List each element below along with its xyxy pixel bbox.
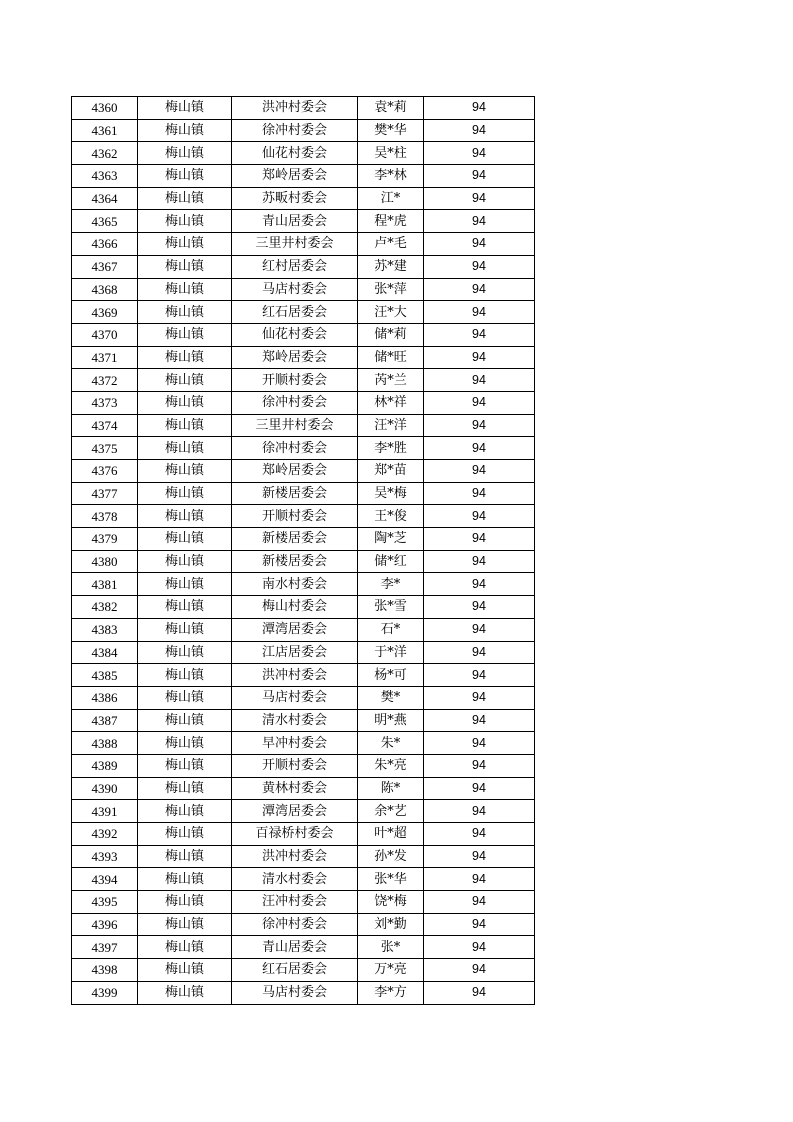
score-cell: 94 bbox=[424, 709, 535, 732]
village-cell: 马店村委会 bbox=[232, 981, 358, 1004]
town-cell: 梅山镇 bbox=[138, 482, 232, 505]
town-cell: 梅山镇 bbox=[138, 233, 232, 256]
score-cell: 94 bbox=[424, 505, 535, 528]
table-row bbox=[72, 528, 535, 551]
village-cell: 青山居委会 bbox=[232, 210, 358, 233]
score-cell: 94 bbox=[424, 550, 535, 573]
town-cell: 梅山镇 bbox=[138, 800, 232, 823]
town-cell: 梅山镇 bbox=[138, 528, 232, 551]
table-row bbox=[72, 97, 535, 120]
row-number-cell: 4387 bbox=[72, 709, 138, 732]
village-cell: 郑岭居委会 bbox=[232, 346, 358, 369]
row-number-cell: 4372 bbox=[72, 369, 138, 392]
name-cell: 储*红 bbox=[358, 550, 424, 573]
score-cell: 94 bbox=[424, 913, 535, 936]
town-cell: 梅山镇 bbox=[138, 845, 232, 868]
village-cell: 新楼居委会 bbox=[232, 550, 358, 573]
town-cell: 梅山镇 bbox=[138, 369, 232, 392]
score-cell: 94 bbox=[424, 119, 535, 142]
name-cell: 吴*梅 bbox=[358, 482, 424, 505]
table-row bbox=[72, 845, 535, 868]
table-row bbox=[72, 255, 535, 278]
score-cell: 94 bbox=[424, 255, 535, 278]
row-number-cell: 4363 bbox=[72, 165, 138, 188]
village-cell: 开顺村委会 bbox=[232, 754, 358, 777]
name-cell: 刘*勤 bbox=[358, 913, 424, 936]
village-cell: 洪冲村委会 bbox=[232, 845, 358, 868]
table-row bbox=[72, 346, 535, 369]
score-cell: 94 bbox=[424, 868, 535, 891]
village-cell: 江店居委会 bbox=[232, 641, 358, 664]
village-cell: 汪冲村委会 bbox=[232, 891, 358, 914]
village-cell: 清水村委会 bbox=[232, 868, 358, 891]
table-row bbox=[72, 278, 535, 301]
village-cell: 开顺村委会 bbox=[232, 505, 358, 528]
name-cell: 万*亮 bbox=[358, 959, 424, 982]
table-row bbox=[72, 754, 535, 777]
row-number-cell: 4373 bbox=[72, 391, 138, 414]
town-cell: 梅山镇 bbox=[138, 97, 232, 120]
name-cell: 林*祥 bbox=[358, 391, 424, 414]
village-cell: 红石居委会 bbox=[232, 301, 358, 324]
score-cell: 94 bbox=[424, 528, 535, 551]
town-cell: 梅山镇 bbox=[138, 618, 232, 641]
name-cell: 芮*兰 bbox=[358, 369, 424, 392]
name-cell: 汪*大 bbox=[358, 301, 424, 324]
name-cell: 石* bbox=[358, 618, 424, 641]
row-number-cell: 4360 bbox=[72, 97, 138, 120]
row-number-cell: 4383 bbox=[72, 618, 138, 641]
name-cell: 朱* bbox=[358, 732, 424, 755]
name-cell: 张*萍 bbox=[358, 278, 424, 301]
table-row bbox=[72, 823, 535, 846]
town-cell: 梅山镇 bbox=[138, 346, 232, 369]
village-cell: 洪冲村委会 bbox=[232, 97, 358, 120]
score-cell: 94 bbox=[424, 664, 535, 687]
table-row bbox=[72, 913, 535, 936]
town-cell: 梅山镇 bbox=[138, 437, 232, 460]
score-cell: 94 bbox=[424, 732, 535, 755]
row-number-cell: 4379 bbox=[72, 528, 138, 551]
town-cell: 梅山镇 bbox=[138, 732, 232, 755]
village-cell: 洪冲村委会 bbox=[232, 664, 358, 687]
name-cell: 李*方 bbox=[358, 981, 424, 1004]
table-row bbox=[72, 618, 535, 641]
village-cell: 潭湾居委会 bbox=[232, 618, 358, 641]
row-number-cell: 4384 bbox=[72, 641, 138, 664]
village-cell: 马店村委会 bbox=[232, 686, 358, 709]
row-number-cell: 4380 bbox=[72, 550, 138, 573]
score-cell: 94 bbox=[424, 641, 535, 664]
score-cell: 94 bbox=[424, 278, 535, 301]
village-cell: 徐冲村委会 bbox=[232, 119, 358, 142]
data-table bbox=[71, 96, 535, 1005]
village-cell: 马店村委会 bbox=[232, 278, 358, 301]
name-cell: 樊*华 bbox=[358, 119, 424, 142]
village-cell: 梅山村委会 bbox=[232, 596, 358, 619]
score-cell: 94 bbox=[424, 596, 535, 619]
score-cell: 94 bbox=[424, 800, 535, 823]
row-number-cell: 4378 bbox=[72, 505, 138, 528]
name-cell: 袁*莉 bbox=[358, 97, 424, 120]
table-body bbox=[72, 97, 535, 1005]
score-cell: 94 bbox=[424, 391, 535, 414]
name-cell: 叶*超 bbox=[358, 823, 424, 846]
row-number-cell: 4364 bbox=[72, 187, 138, 210]
table-row bbox=[72, 142, 535, 165]
town-cell: 梅山镇 bbox=[138, 913, 232, 936]
name-cell: 张* bbox=[358, 936, 424, 959]
score-cell: 94 bbox=[424, 482, 535, 505]
score-cell: 94 bbox=[424, 845, 535, 868]
village-cell: 黄林村委会 bbox=[232, 777, 358, 800]
village-cell: 开顺村委会 bbox=[232, 369, 358, 392]
row-number-cell: 4382 bbox=[72, 596, 138, 619]
name-cell: 余*艺 bbox=[358, 800, 424, 823]
village-cell: 南水村委会 bbox=[232, 573, 358, 596]
row-number-cell: 4365 bbox=[72, 210, 138, 233]
town-cell: 梅山镇 bbox=[138, 391, 232, 414]
name-cell: 杨*可 bbox=[358, 664, 424, 687]
score-cell: 94 bbox=[424, 573, 535, 596]
name-cell: 郑*苗 bbox=[358, 460, 424, 483]
name-cell: 吴*柱 bbox=[358, 142, 424, 165]
score-cell: 94 bbox=[424, 165, 535, 188]
score-cell: 94 bbox=[424, 981, 535, 1004]
town-cell: 梅山镇 bbox=[138, 686, 232, 709]
row-number-cell: 4389 bbox=[72, 754, 138, 777]
score-cell: 94 bbox=[424, 301, 535, 324]
name-cell: 卢*毛 bbox=[358, 233, 424, 256]
name-cell: 苏*建 bbox=[358, 255, 424, 278]
town-cell: 梅山镇 bbox=[138, 959, 232, 982]
name-cell: 储*莉 bbox=[358, 323, 424, 346]
table-row bbox=[72, 959, 535, 982]
village-cell: 潭湾居委会 bbox=[232, 800, 358, 823]
score-cell: 94 bbox=[424, 323, 535, 346]
town-cell: 梅山镇 bbox=[138, 936, 232, 959]
town-cell: 梅山镇 bbox=[138, 278, 232, 301]
town-cell: 梅山镇 bbox=[138, 119, 232, 142]
town-cell: 梅山镇 bbox=[138, 255, 232, 278]
village-cell: 红村居委会 bbox=[232, 255, 358, 278]
name-cell: 朱*亮 bbox=[358, 754, 424, 777]
row-number-cell: 4393 bbox=[72, 845, 138, 868]
table-row bbox=[72, 800, 535, 823]
village-cell: 青山居委会 bbox=[232, 936, 358, 959]
town-cell: 梅山镇 bbox=[138, 142, 232, 165]
score-cell: 94 bbox=[424, 142, 535, 165]
row-number-cell: 4386 bbox=[72, 686, 138, 709]
village-cell: 红石居委会 bbox=[232, 959, 358, 982]
name-cell: 李*胜 bbox=[358, 437, 424, 460]
row-number-cell: 4385 bbox=[72, 664, 138, 687]
town-cell: 梅山镇 bbox=[138, 187, 232, 210]
name-cell: 于*洋 bbox=[358, 641, 424, 664]
village-cell: 三里井村委会 bbox=[232, 414, 358, 437]
table-row bbox=[72, 187, 535, 210]
name-cell: 程*虎 bbox=[358, 210, 424, 233]
score-cell: 94 bbox=[424, 97, 535, 120]
row-number-cell: 4395 bbox=[72, 891, 138, 914]
village-cell: 苏畈村委会 bbox=[232, 187, 358, 210]
table-row bbox=[72, 301, 535, 324]
table-row bbox=[72, 550, 535, 573]
name-cell: 孙*发 bbox=[358, 845, 424, 868]
table-row bbox=[72, 482, 535, 505]
village-cell: 郑岭居委会 bbox=[232, 460, 358, 483]
village-cell: 新楼居委会 bbox=[232, 528, 358, 551]
row-number-cell: 4376 bbox=[72, 460, 138, 483]
table-row bbox=[72, 437, 535, 460]
table-row bbox=[72, 119, 535, 142]
name-cell: 江* bbox=[358, 187, 424, 210]
table-row bbox=[72, 981, 535, 1004]
town-cell: 梅山镇 bbox=[138, 414, 232, 437]
town-cell: 梅山镇 bbox=[138, 754, 232, 777]
table-row bbox=[72, 323, 535, 346]
village-cell: 百禄桥村委会 bbox=[232, 823, 358, 846]
score-cell: 94 bbox=[424, 437, 535, 460]
table-row bbox=[72, 709, 535, 732]
town-cell: 梅山镇 bbox=[138, 709, 232, 732]
score-cell: 94 bbox=[424, 777, 535, 800]
table-row bbox=[72, 233, 535, 256]
table-row bbox=[72, 391, 535, 414]
town-cell: 梅山镇 bbox=[138, 550, 232, 573]
row-number-cell: 4371 bbox=[72, 346, 138, 369]
town-cell: 梅山镇 bbox=[138, 596, 232, 619]
table-row bbox=[72, 505, 535, 528]
name-cell: 李*林 bbox=[358, 165, 424, 188]
row-number-cell: 4392 bbox=[72, 823, 138, 846]
table-row bbox=[72, 936, 535, 959]
table-row bbox=[72, 460, 535, 483]
town-cell: 梅山镇 bbox=[138, 641, 232, 664]
town-cell: 梅山镇 bbox=[138, 664, 232, 687]
table-row bbox=[72, 868, 535, 891]
table-row bbox=[72, 664, 535, 687]
table-row bbox=[72, 573, 535, 596]
town-cell: 梅山镇 bbox=[138, 210, 232, 233]
town-cell: 梅山镇 bbox=[138, 505, 232, 528]
row-number-cell: 4362 bbox=[72, 142, 138, 165]
town-cell: 梅山镇 bbox=[138, 891, 232, 914]
score-cell: 94 bbox=[424, 891, 535, 914]
table-row bbox=[72, 777, 535, 800]
table-row bbox=[72, 596, 535, 619]
village-cell: 早冲村委会 bbox=[232, 732, 358, 755]
town-cell: 梅山镇 bbox=[138, 777, 232, 800]
name-cell: 王*俊 bbox=[358, 505, 424, 528]
row-number-cell: 4398 bbox=[72, 959, 138, 982]
score-cell: 94 bbox=[424, 936, 535, 959]
table-row bbox=[72, 369, 535, 392]
score-cell: 94 bbox=[424, 187, 535, 210]
row-number-cell: 4375 bbox=[72, 437, 138, 460]
town-cell: 梅山镇 bbox=[138, 981, 232, 1004]
table-row bbox=[72, 414, 535, 437]
town-cell: 梅山镇 bbox=[138, 165, 232, 188]
row-number-cell: 4399 bbox=[72, 981, 138, 1004]
score-cell: 94 bbox=[424, 369, 535, 392]
town-cell: 梅山镇 bbox=[138, 460, 232, 483]
name-cell: 储*旺 bbox=[358, 346, 424, 369]
name-cell: 李* bbox=[358, 573, 424, 596]
town-cell: 梅山镇 bbox=[138, 573, 232, 596]
name-cell: 陶*芝 bbox=[358, 528, 424, 551]
score-cell: 94 bbox=[424, 823, 535, 846]
row-number-cell: 4368 bbox=[72, 278, 138, 301]
name-cell: 张*雪 bbox=[358, 596, 424, 619]
row-number-cell: 4381 bbox=[72, 573, 138, 596]
town-cell: 梅山镇 bbox=[138, 301, 232, 324]
row-number-cell: 4369 bbox=[72, 301, 138, 324]
row-number-cell: 4377 bbox=[72, 482, 138, 505]
row-number-cell: 4367 bbox=[72, 255, 138, 278]
score-cell: 94 bbox=[424, 754, 535, 777]
score-cell: 94 bbox=[424, 686, 535, 709]
row-number-cell: 4370 bbox=[72, 323, 138, 346]
row-number-cell: 4391 bbox=[72, 800, 138, 823]
table-row bbox=[72, 891, 535, 914]
row-number-cell: 4394 bbox=[72, 868, 138, 891]
name-cell: 汪*洋 bbox=[358, 414, 424, 437]
village-cell: 徐冲村委会 bbox=[232, 391, 358, 414]
town-cell: 梅山镇 bbox=[138, 868, 232, 891]
row-number-cell: 4361 bbox=[72, 119, 138, 142]
row-number-cell: 4397 bbox=[72, 936, 138, 959]
name-cell: 陈* bbox=[358, 777, 424, 800]
row-number-cell: 4366 bbox=[72, 233, 138, 256]
score-cell: 94 bbox=[424, 233, 535, 256]
name-cell: 明*燕 bbox=[358, 709, 424, 732]
village-cell: 仙花村委会 bbox=[232, 142, 358, 165]
name-cell: 饶*梅 bbox=[358, 891, 424, 914]
row-number-cell: 4374 bbox=[72, 414, 138, 437]
village-cell: 徐冲村委会 bbox=[232, 913, 358, 936]
town-cell: 梅山镇 bbox=[138, 323, 232, 346]
name-cell: 张*华 bbox=[358, 868, 424, 891]
score-cell: 94 bbox=[424, 959, 535, 982]
row-number-cell: 4390 bbox=[72, 777, 138, 800]
village-cell: 新楼居委会 bbox=[232, 482, 358, 505]
table-row bbox=[72, 686, 535, 709]
score-cell: 94 bbox=[424, 618, 535, 641]
table-row bbox=[72, 732, 535, 755]
village-cell: 徐冲村委会 bbox=[232, 437, 358, 460]
row-number-cell: 4388 bbox=[72, 732, 138, 755]
village-cell: 清水村委会 bbox=[232, 709, 358, 732]
village-cell: 仙花村委会 bbox=[232, 323, 358, 346]
table-row bbox=[72, 210, 535, 233]
table-row bbox=[72, 165, 535, 188]
village-cell: 郑岭居委会 bbox=[232, 165, 358, 188]
town-cell: 梅山镇 bbox=[138, 823, 232, 846]
score-cell: 94 bbox=[424, 460, 535, 483]
score-cell: 94 bbox=[424, 414, 535, 437]
name-cell: 樊* bbox=[358, 686, 424, 709]
score-cell: 94 bbox=[424, 210, 535, 233]
table-row bbox=[72, 641, 535, 664]
score-cell: 94 bbox=[424, 346, 535, 369]
row-number-cell: 4396 bbox=[72, 913, 138, 936]
village-cell: 三里井村委会 bbox=[232, 233, 358, 256]
